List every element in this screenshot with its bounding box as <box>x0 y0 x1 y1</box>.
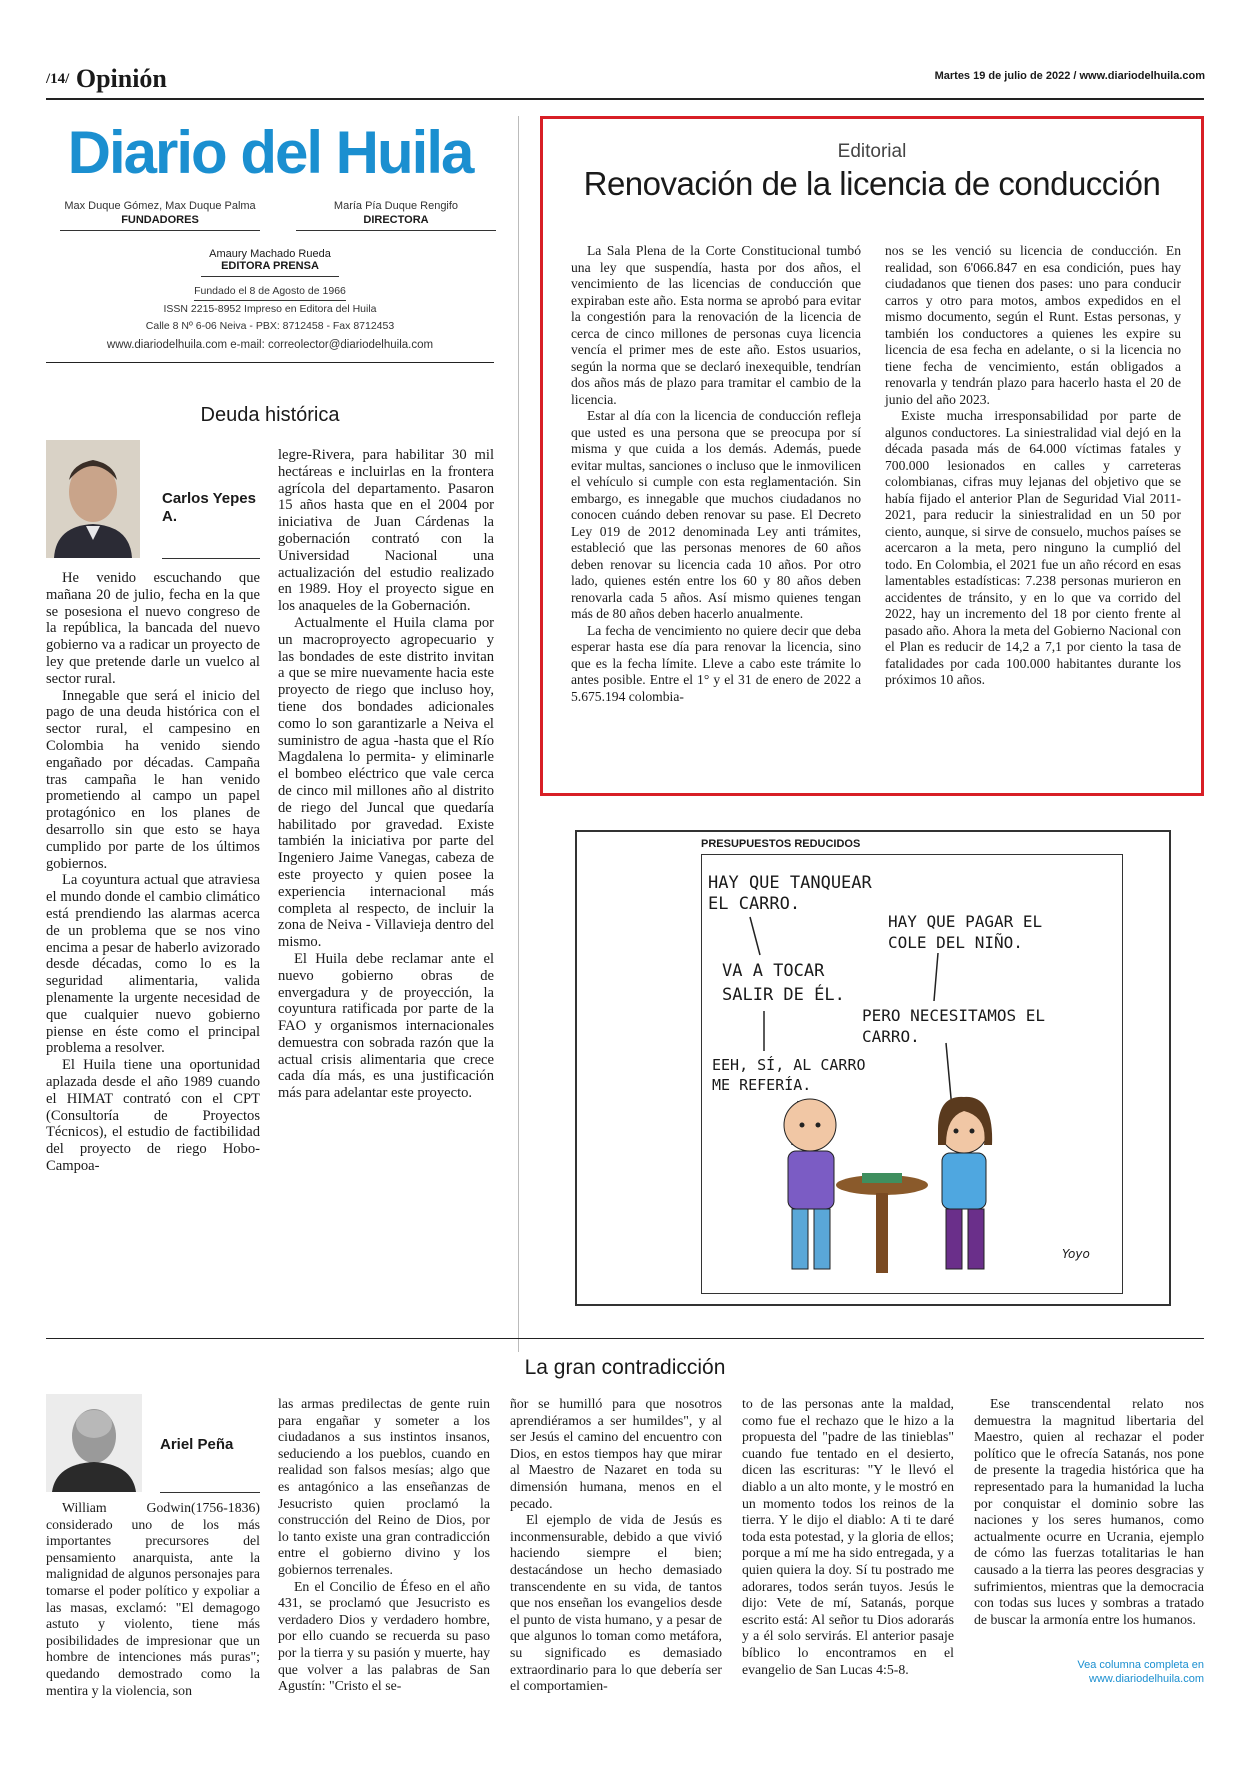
full-column-link[interactable] <box>974 1658 1204 1686</box>
editorial-box <box>540 116 1204 796</box>
paragraph: William Godwin(1756-1836) considerado uno de los más importantes precursores del pensamiento anarquista, ante la malignidad de algunos personajes para tomarse el poder político y expoliar a las masas, exclamó: "El demagogo astuto y violento, tiene más posibilidades de impresionar que un hombre de intenciones más puras"; quedando demostrado como la mentira y la violencia, son <box>46 1500 260 1698</box>
editorial-title: Renovación de la licencia de conducción <box>583 165 1161 202</box>
paragraph: Existe mucha irresponsabilidad por parte de algunos conductores. La siniestralidad vial dejó en la década pasada más de 64.000 víctimas fatales y 700.000 lesionados en calles y carreteras colombianas, cifras muy lejanas del objetivo que se había fijado el anterior Plan de Seguridad Vial 2011-2021, para reducir la siniestralidad en un 50 por ciento, aunque, si sirve de consuelo, muchos países se acercaron a la meta, pero ninguno la cumplió del todo. En Colombia, el 2021 fue un año récord en esas lamentables estadísticas: 7.238 personas murieron en accidentes de tránsito, y en lo que va corrido del 2022, hay un incremento del 18 por ciento frente al pasado año. Ahora la meta del Gobierno Nacional con el Plan es reducir de 14,2 a 7,1 por ciento la tasa de fatalidades por cada 100.000 habitantes durante los próximos 10 años. <box>885 408 1181 687</box>
author2-portrait <box>46 1394 142 1492</box>
editor-name: Amaury Machado Rueda <box>209 248 331 260</box>
paragraph: La Sala Plena de la Corte Constitucional tumbó una ley que suspendía, hasta por dos años, el vencimiento de las licencias de conducción que expiraban este año. Esta norma se aprobó para evitar la congestión para la renovación de la licencia de cerca de cinco millones de personas cuya licencia vencía el primer mes de este año. Estos usuarios, según la norma que se declaró inexequible, tendrían dos años más de plazo para tramitar el cambio de la licencia. <box>571 243 861 407</box>
founders-names: Max Duque Gómez, Max Duque Palma <box>64 200 256 212</box>
column1-col-a <box>46 570 260 1175</box>
author1-rule <box>162 558 260 559</box>
speech-bubble-1: HAY QUE TANQUEAR EL CARRO. <box>708 873 872 914</box>
founders-role: FUNDADORES <box>60 214 260 231</box>
paragraph: ñor se humilló para que nosotros aprendiéramos a ser humildes", y al ser Jesús el camino del encuentro con Dios, en estos tiempos hay que mirar al Maestro de Nazaret en toda su dimensión humana, menos en el pecado. <box>510 1396 722 1511</box>
cartoon <box>575 830 1171 1306</box>
paragraph: to de las personas ante la maldad, como fue el rechazo que le hizo a la propuesta del "padre de las tinieblas" cuando fue tentado en el desierto, dicen las escrituras: "Y le llevó el diablo a un alto monte, y le mostró en un momento todos los reinos de la tierra. Y le dijo el diablo: A ti te daré toda esta potestad, y la gloria de ellos; porque a mí me ha sido entregada, y a quien quiera la doy. Sí tu postrado me adorares, todos serán tuyos. Jesús le dijo: Vete de mí, Satanás, porque escrito está: Al señor tu Dios adorarás y a él solo servirás. El anterior pasaje bíblico lo encontramos en el evangelio de San Lucas 4:5-8. <box>742 1396 954 1677</box>
page-header-section <box>46 64 167 94</box>
paragraph: He venido escuchando que mañana 20 de julio, fecha en la que se posesiona el nuevo congreso de la república, la bancada del nuevo gobierno va a radicar un proyecto de ley que pretende darle un vuelco al sector rural. <box>46 570 260 687</box>
column2-col-c <box>510 1396 722 1695</box>
paragraph: Estar al día con la licencia de conducción refleja que usted es una persona que se preocupa por sí misma y que cuida a los demás. Además, puede evitar multas, sanciones o incluso que le inmovilicen el vehículo si cumple con esta reglamentación. Sin embargo, es innegable que muchos ciudadanos no conocen cuándo deben renovar su pase. El Decreto Ley 019 de 2012 denominada Ley anti trámites, estableció que las personas menores de 60 años deben renovar su licencia cada 10 años. Por otro lado, quienes estén entre los 60 y 80 años deben renovarla cada 5 años. Así mismo quienes tengan más de 80 años deben hacerlo anualmente. <box>571 408 861 621</box>
column2-col-b <box>278 1396 490 1695</box>
column-divider <box>518 116 519 1352</box>
cartoonist-signature: Yoyo <box>1062 1247 1090 1261</box>
paragraph: las armas predilectas de gente ruin para engañar y someter a los ciudadanos a sus instintos insanos, seduciendo a los pueblos, cuando en realidad son falsos mesías; algo que es antagónico a las enseñanzas de Jesucristo quien proclamó la construcción del Reino de Dios, por lo tanto existe una gran contradicción entre el gobierno divino y los gobiernos terrenales. <box>278 1396 490 1577</box>
paragraph: nos se les venció su licencia de conducción. En realidad, son 6'066.847 en esa condición, pues hay ciudadanos que tienen dos pases: uno para conducir carros y otro para motos, ambos expedidos en el mismo documento, según el Runt. Estas personas, y también los conductores a quienes les expire su licencia de esa fecha en adelante, o si la licencia no tiene fecha de vencimiento, están obligados a renovarla y tendrán plazo para hacerlo hasta el 20 de junio del año 2023. <box>885 243 1181 407</box>
editorial-col-a <box>571 243 861 705</box>
link-text: Vea columna completa en <box>1077 1659 1204 1671</box>
editor-role: EDITORA PRENSA <box>201 260 339 277</box>
cartoon-panel <box>701 854 1123 1294</box>
column1-title: Deuda histórica <box>200 404 340 426</box>
speech-bubble-5: PERO NECESITAMOS EL CARRO. <box>862 1006 1046 1046</box>
page-number: /14/ <box>46 71 70 87</box>
masthead <box>46 116 494 363</box>
paragraph: En el Concilio de Éfeso en el año 431, se proclamó que Jesucristo es verdadero Dios y verdadero hombre, por ello cuando se recuerda su paso por la tierra y su pasión y muerte, hay que volver a las palabras de San Agustín: "Cristo el se- <box>278 1578 490 1694</box>
editorial-label: Editorial <box>837 141 907 162</box>
author1-portrait <box>46 440 140 558</box>
paragraph: Actualmente el Huila clama por un macroproyecto agropecuario y las bondades de este distrito invitan a que se mire nuevamente hacia este proyecto de riego que incluso hoy, tiene dos bondades adicionales como lo son garantizarle a Neiva el suministro de agua -hasta que el Río Magdalena lo permita- y eliminarle el bombeo eléctrico que vale cerca de cinco mil millones año al distrito de riego del Juncal que quedaría habilitado por gravedad. Existe también la iniciativa por parte del Ingeniero Jaime Vanegas, cabeza de este proyecto y quien posee la experiencia internacional más completa al respecto, de incluir la zona de Neiva - Villavieja dentro del mismo. <box>278 614 494 951</box>
cartoon-title: PRESUPUESTOS REDUCIDOS <box>701 838 861 850</box>
contact-line: www.diariodelhuila.com e-mail: correolector@diariodelhuila.com <box>106 339 434 351</box>
founded-date: Fundado el 8 de Agosto de 1966 <box>194 283 346 301</box>
section-title: Opinión <box>75 64 167 93</box>
header-rule <box>46 98 1204 100</box>
director-name: María Pía Duque Rengifo <box>333 200 459 212</box>
author2-name: Ariel Peña <box>160 1436 234 1453</box>
speech-bubble-3: EEH, SÍ, AL CARRO ME REFERÍA. <box>712 1056 866 1094</box>
column2-title: La gran contradicción <box>524 1356 726 1379</box>
link-url: www.diariodelhuila.com <box>1089 1673 1204 1685</box>
masthead-bottom-rule <box>46 362 494 363</box>
director-block <box>296 200 496 231</box>
paragraph: La fecha de vencimiento no quiere decir que deba esperar hasta ese día para renovar la licencia, sino que es la fecha límite. Lleve a cabo este trámite lo antes posible. Entre el 1° y el 31 de enero de 2022 a 5.675.194 colombia- <box>571 622 861 704</box>
date-site: Martes 19 de julio de 2022 / www.diariodelhuila.com <box>934 70 1205 82</box>
paragraph: El Huila tiene una oportunidad aplazada desde el año 1989 cuando el HIMAT contrató con el CPT (Consultoría de Proyectos Técnicos), el estudio de factibilidad del proyecto de riego Hobo-Campoa- <box>46 1057 260 1174</box>
author1-name: Carlos Yepes A. <box>162 490 256 525</box>
section-rule <box>46 1338 1204 1339</box>
paragraph: Ese transcendental relato nos demuestra la magnitud libertaria del Maestro, quien al rechazar el poder político que le ofrecía Satanás, nos pone de presente la tragedia histórica que ha representado para la humanidad la lucha por conquistar el dominio sobre las naciones y los seres humanos, como actualmente ocurre en Ucrania, ejemplo de cómo las fuerzas totalitarias le han causado a la tierra las peores desgracias y sufrimientos, mientras que la democracia con todas sus luces y sombras a tratado de buscar la armonía entre los humanos. <box>974 1396 1204 1627</box>
founders-block <box>60 200 260 231</box>
paragraph: La coyuntura actual que atraviesa el mundo donde el cambio climático está prendiendo las alarmas acerca de un problema que se nos vino encima a pesar de haberlo avizorado desde décadas, como lo es la seguridad alimentaria, valida plenamente la urgente necesidad de que cualquier nuevo gobierno piense en éste como el principal problema a resolver. <box>46 872 260 1057</box>
director-role: DIRECTORA <box>296 214 496 231</box>
column2-col-a <box>46 1500 260 1699</box>
paragraph: Innegable que será el inicio del pago de una deuda histórica con el sector rural, el campesino en Colombia ha venido siendo engañado por décadas. Campaña tras campaña le han venido prometiendo al campo un papel protagónico en los planes de desarrollo sin que esto se haya cumplido por parte de los últimos gobiernos. <box>46 687 260 872</box>
editorial-col-b <box>885 243 1181 689</box>
paragraph: El Huila debe reclamar ante el nuevo gobierno obras de envergadura y de proyección, la coyuntura ratificada por parte de la FAO y organismos internacionales demuestra con sobrada razón que la actual crisis alimentaria que crece cada día más, es una justificación más para adelantar este proyecto. <box>278 950 494 1102</box>
column2-col-d <box>742 1396 954 1678</box>
author1-photo <box>46 440 140 558</box>
author2-rule <box>160 1492 260 1493</box>
address: Calle 8 Nº 6-06 Neiva - PBX: 8712458 - Fax 8712453 <box>145 320 395 332</box>
credits-row <box>46 200 494 238</box>
issn: ISSN 2215-8952 Impreso en Editora del Huila <box>163 303 377 315</box>
speech-bubble-4: HAY QUE PAGAR EL COLE DEL NIÑO. <box>888 912 1043 952</box>
paragraph: legre-Rivera, para habilitar 30 mil hectáreas e incluirlas en la frontera agrícola del departamento. Pasaron 15 años hasta que en el 2004 por iniciativa de Juan Cárdenas la gobernación contrató con la Universidad Nacional una actualización del estudio realizado en 1989. Hoy el proyecto sigue en los anaqueles de la Gobernación. <box>278 447 494 615</box>
newspaper-logo: Diario del Huila <box>67 119 473 186</box>
paragraph: El ejemplo de vida de Jesús es inconmensurable, debido a que vivió haciendo siempre el bien; destacándose un hecho demasiado transcendente en su vida, de tantos que nos enseñan los evangelios desde el punto de vista humano, y a pesar de que algunos lo toman como metáfora, su significado es demasiado extraordinario para lo que debería ser el comportamien- <box>510 1512 722 1694</box>
speech-bubble-2: VA A TOCAR SALIR DE ÉL. <box>722 961 845 1005</box>
cartoon-drawing <box>702 855 1122 1295</box>
column1-col-b <box>278 447 494 1102</box>
author2-photo <box>46 1394 142 1492</box>
column2-col-e <box>974 1396 1204 1628</box>
editor-block <box>46 248 494 277</box>
publication-info <box>46 283 494 354</box>
